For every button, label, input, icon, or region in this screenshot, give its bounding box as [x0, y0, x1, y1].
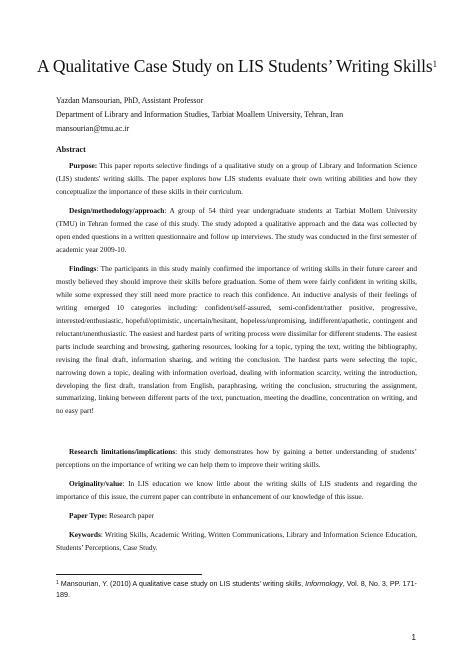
section-label: Originality/value [69, 479, 123, 489]
section-text: : Writing Skills, Academic Writing, Written Communications, Library and Information Science Education, Students’ Perceptions, Case Study. [56, 530, 417, 553]
paper-title [30, 56, 444, 76]
author-email: mansourian@tmu.ac.ir [56, 124, 130, 133]
section-text: Research paper [107, 511, 155, 521]
section-text: This paper reports selective findings of a qualitative study on a group of Library and Information Science (LIS) students' writing skills. The paper explores how LIS students evaluate their own writing abilities and how they conceptualize the importance of these skills in their curriculum. [56, 161, 417, 197]
section-label: Paper Type: [69, 511, 108, 521]
abstract-heading: Abstract [56, 145, 86, 154]
footnote [56, 578, 426, 600]
title-text: A Qualitative Case Study on LIS Students’ Writing Skills [37, 56, 433, 76]
abstract-limitations [56, 446, 417, 472]
section-text: : A group of 54 third year undergraduate students at Tarbiat Mollem University (TMU) in Tehran formed the case of this study. The study adopted a qualitative approach and the data was collected by open ended questions in a written questionnaire and follow up interviews. The study was conducted in the first semester of academic year 2009-10. [56, 206, 417, 255]
section-label: Purpose: [69, 161, 98, 171]
affiliation: Department of Library and Information Studies, Tarbiat Moallem University, Tehran, Iran [56, 110, 344, 119]
abstract-originality [56, 478, 417, 504]
section-text: : The participants in this study mainly confirmed the importance of writing skills in their future career and mostly believed they should improve their skills before graduation. Some of them were fairly confident in writing skills, while some expressed they still need more practice to reach this confidence. An inductive analysis of their feelings of writing emerged 10 categories including: confident/self-assured, semi-confident/rather positive, progressive, interested/enthusiastic, hopeful/optimistic, uncertain/hesitant, hopeless/unpromising, indifferent/apathetic, contingent and reluctant/unenthusiastic. The easiest and hardest parts of writing process were dissimilar for different students. The easiest parts include searching and browsing, gathering resources, looking for a topic, typing the text, writing the bibliography, revising the final draft, information sharing, and writing the conclusion. The hardest parts were selecting the topic, narrowing down a topic, dealing with information overload, dealing with information scarcity, writing the introduction, developing the first draft, translation from English, paraphrasing, writing the conclusion, structuring the assignment, summarizing, linking between different parts of the text, punctuation, meeting the deadline, concentration on writing, and no easy part! [56, 264, 417, 416]
abstract-paper-type [56, 510, 417, 523]
section-text: : this study demonstrates how by gaining a better understanding of students’ perceptions on the importance of writing we can help them to improve their writing skills. [56, 447, 417, 470]
section-text: : In LIS education we know little about the writing skills of LIS students and regarding the importance of this issue, the current paper can contribute in enhancement of our knowledge of this issue. [56, 479, 417, 502]
footnote-marker: 1 [432, 59, 437, 69]
footnote-divider [56, 574, 202, 575]
abstract-findings [56, 263, 417, 418]
author-line: Yazdan Mansourian, PhD, Assistant Professor [56, 96, 204, 105]
abstract-design [56, 205, 417, 257]
footnote-text: Mansourian, Y. (2010) A qualitative case study on LIS students’ writing skills, [58, 579, 306, 588]
section-label: Research limitations/implications [69, 447, 176, 457]
page-number: 1 [411, 633, 416, 642]
abstract-keywords [56, 529, 417, 555]
footnote-text-end: , Vol. 8, No. 3, PP. 171-189. [56, 579, 417, 599]
footnote-journal: Informology [305, 579, 343, 588]
section-label: Findings [69, 264, 97, 274]
section-label: Keywords [69, 530, 101, 540]
section-label: Design/methodology/approach [69, 206, 165, 216]
footnote-mark: 1 [56, 580, 59, 586]
abstract-purpose [56, 160, 417, 199]
